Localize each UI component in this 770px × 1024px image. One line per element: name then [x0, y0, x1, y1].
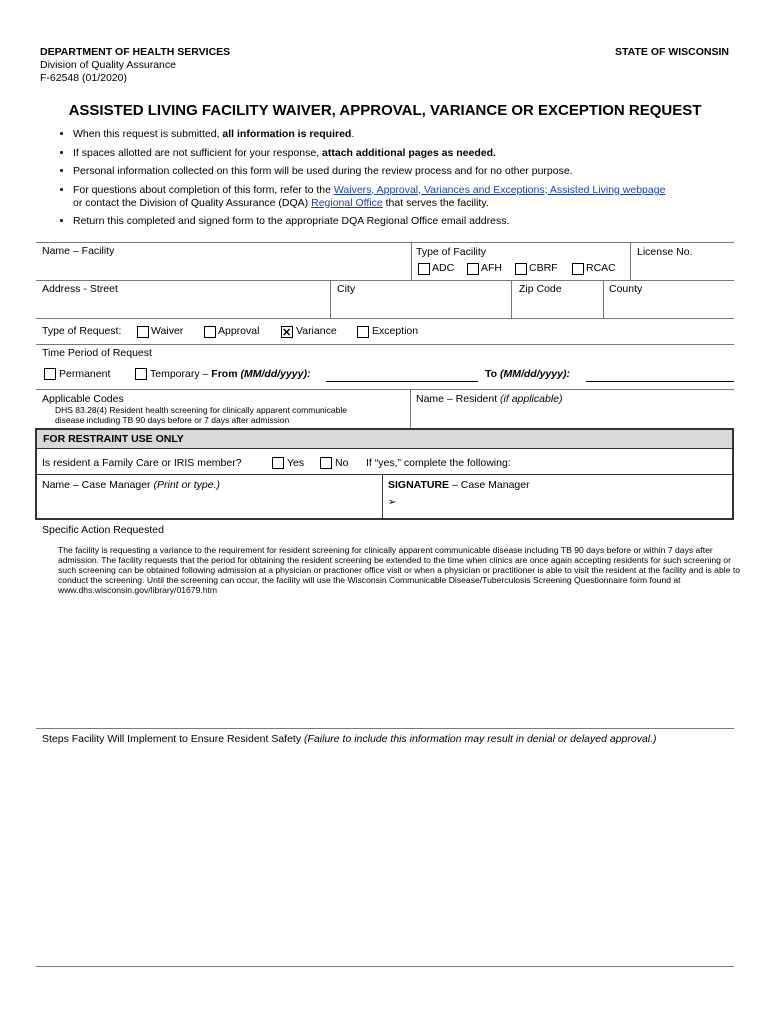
address-label: Address - Street	[42, 283, 118, 295]
specific-action-label: Specific Action Requested	[42, 524, 164, 536]
steps-label: Steps Facility Will Implement to Ensure Resident Safety (Failure to include this information may result in denial or delayed approval.)	[42, 733, 657, 745]
yes-checkbox[interactable]	[272, 457, 284, 469]
form-header	[40, 46, 230, 85]
divider	[36, 728, 734, 729]
approval-checkbox[interactable]	[204, 326, 216, 338]
afh-checkbox[interactable]	[467, 263, 479, 275]
divider	[36, 344, 734, 345]
page-title: ASSISTED LIVING FACILITY WAIVER, APPROVAL, VARIANCE OR EXCEPTION REQUEST	[68, 102, 702, 119]
regional-office-link[interactable]: Regional Office	[311, 196, 383, 209]
state-name: STATE OF WISCONSIN	[615, 46, 729, 58]
department-name: DEPARTMENT OF HEALTH SERVICES	[40, 46, 231, 58]
codes-label: Applicable Codes	[42, 393, 124, 405]
signature-label: SIGNATURE – Case Manager	[388, 479, 530, 491]
temporary-label: Temporary – From (MM/dd/yyyy):	[150, 368, 311, 380]
adc-label: ADC	[432, 262, 455, 274]
list-item: • When this request is submitted, all information is required.	[73, 128, 753, 141]
case-manager-label: Name – Case Manager (Print or type.)	[42, 479, 221, 491]
temporary-checkbox[interactable]	[135, 368, 147, 380]
divider	[511, 280, 512, 318]
divider	[36, 389, 734, 390]
afh-label: AFH	[481, 262, 502, 274]
division-name: Division of Quality Assurance	[40, 59, 176, 71]
instructions-list	[55, 128, 753, 234]
divider	[603, 280, 604, 318]
to-date-field[interactable]	[586, 381, 734, 382]
list-item: • Return this completed and signed form to the appropriate DQA Regional Office email address.	[73, 215, 753, 228]
checkmark-icon: ✕	[282, 327, 292, 339]
yes-label: Yes	[287, 457, 305, 469]
arrow-icon: ➢	[388, 497, 397, 508]
exception-checkbox[interactable]	[357, 326, 369, 338]
divider	[630, 242, 631, 280]
divider	[410, 389, 411, 429]
family-care-question: Is resident a Family Care or IRIS member?	[42, 457, 242, 469]
restraint-heading: FOR RESTRAINT USE ONLY	[43, 433, 184, 445]
county-label: County	[609, 283, 643, 295]
divider	[36, 280, 734, 281]
list-item: • For questions about completion of this form, refer to the Waivers, Approval, Variances and Exceptions; Assisted Living webpage or contact the Division of Quality Assurance (DQA) Regional Office that serves the facility.	[73, 184, 753, 210]
adc-checkbox[interactable]	[418, 263, 430, 275]
codes-value: DHS 83.28(4) Resident health screening for clinically apparent communicable disease including TB 90 days before or 7 days after admission	[55, 405, 347, 425]
form-number: F-62548 (01/2020)	[40, 72, 127, 84]
specific-action-text: The facility is requesting a variance to the requirement for resident screening for clinically apparent communicable disease including TB 90 days before or within 7 days after admission. The facility requests that the period for obtaining the resident screening be extended to the time when clinics are once again accepting residents for such screening or such screening can be obtained following admission at a physician or practioner office visit or when a physician or practitioner is able to visit the resident at the facility and is able to conduct the screening. Until the screening can occur, the facility will use the Wisconsin Communicable Disease/Tuberculosis Screening Questionnaire form found at www.dhs.wisconsin.gov/library/01679.htm	[58, 545, 740, 595]
divider	[411, 242, 412, 280]
exception-label: Exception	[372, 325, 419, 337]
cbrf-label: CBRF	[529, 262, 558, 274]
time-period-label: Time Period of Request	[42, 347, 152, 359]
divider	[36, 318, 734, 319]
divider	[330, 280, 331, 318]
no-label: No	[335, 457, 349, 469]
license-label: License No.	[637, 246, 693, 258]
facility-name-label: Name – Facility	[42, 245, 115, 257]
from-date-field[interactable]	[326, 381, 478, 382]
permanent-label: Permanent	[59, 368, 111, 380]
facility-type-label: Type of Facility	[416, 246, 487, 258]
list-item: • Personal information collected on this form will be used during the review process and for no other purpose.	[73, 165, 753, 178]
approval-label: Approval	[218, 325, 260, 337]
if-yes-note: If “yes,” complete the following:	[366, 457, 511, 469]
resident-name-label: Name – Resident (if applicable)	[416, 393, 563, 405]
no-checkbox[interactable]	[320, 457, 332, 469]
divider	[382, 474, 383, 519]
divider	[36, 966, 734, 967]
cbrf-checkbox[interactable]	[515, 263, 527, 275]
list-item: • If spaces allotted are not sufficient for your response, attach additional pages as needed.	[73, 147, 753, 160]
webpage-link[interactable]: Waivers, Approval, Variances and Exceptions; Assisted Living webpage	[333, 183, 666, 196]
city-label: City	[337, 283, 356, 295]
divider	[37, 474, 732, 475]
waiver-label: Waiver	[151, 325, 184, 337]
variance-label: Variance	[296, 325, 337, 337]
request-type-label: Type of Request:	[42, 325, 122, 337]
permanent-checkbox[interactable]	[44, 368, 56, 380]
divider	[37, 448, 732, 449]
zip-label: Zip Code	[519, 283, 562, 295]
rcac-label: RCAC	[586, 262, 616, 274]
rcac-checkbox[interactable]	[572, 263, 584, 275]
waiver-checkbox[interactable]	[137, 326, 149, 338]
to-date-label: To (MM/dd/yyyy):	[485, 368, 570, 380]
